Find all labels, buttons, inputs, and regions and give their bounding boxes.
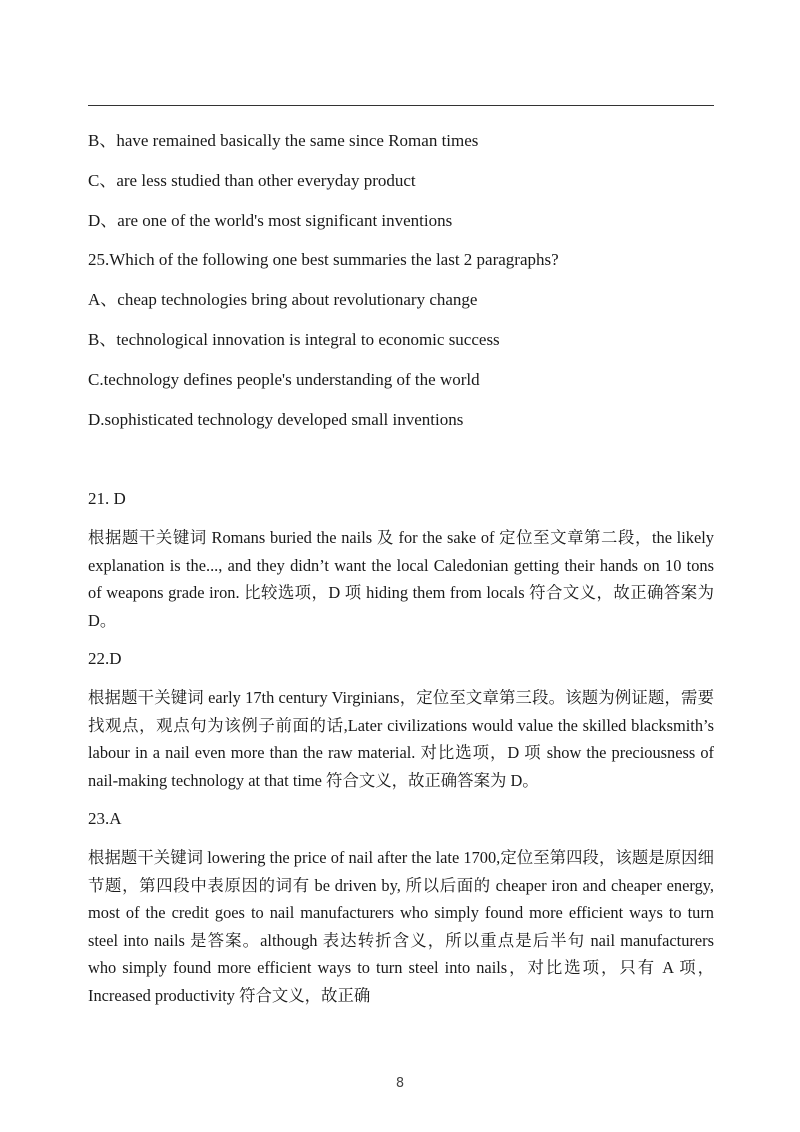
q25-option-d: D.sophisticated technology developed small inventions bbox=[88, 409, 464, 429]
q25-stem: 25.Which of the following one best summaries the last 2 paragraphs? bbox=[88, 250, 559, 270]
answer-22-heading: 22.D bbox=[88, 649, 122, 668]
q24-option-d: D、are one of the world's most significant inventions bbox=[88, 210, 453, 230]
answer-23-heading: 23.A bbox=[88, 809, 122, 828]
q25-option-c: C.technology defines people's understanding of the world bbox=[88, 369, 480, 389]
header-divider bbox=[88, 105, 714, 106]
answer-22-explanation: 根据题干关键词 early 17th century Virginians，定位至文章第三段。该题为例证题，需要找观点，观点句为该例子前面的话,Later civilizations would value the skilled blacksmith’s labour in a nail even more than the raw material. 对比选项，D 项 show the preciousness of nail-making technology at that time 符合文义，故正确答案为 D。 bbox=[88, 688, 714, 790]
question-options-block bbox=[88, 130, 714, 448]
q24-option-c: C、are less studied than other everyday product bbox=[88, 170, 416, 190]
page-number: 8 bbox=[395, 1076, 405, 1091]
q25-option-a: A、cheap technologies bring about revolutionary change bbox=[88, 290, 478, 310]
answer-21-heading: 21. D bbox=[88, 489, 126, 508]
q25-option-b: B、technological innovation is integral to economic success bbox=[88, 329, 500, 349]
q24-option-b: B、have remained basically the same since Roman times bbox=[88, 131, 479, 150]
answer-explanations bbox=[88, 488, 714, 1023]
answer-21-explanation: 根据题干关键词 Romans buried the nails 及 for the sake of 定位至文章第二段，the likely explanation is the..., and they didn’t want the local Caledonian getting their hands on 10 tons of weapons grade iron. 比较选项，D 项 hiding them from locals 符合文义，故正确答案为 D。 bbox=[88, 528, 714, 630]
answer-23-explanation: 根据题干关键词 lowering the price of nail after the late 1700,定位至第四段，该题是原因细节题，第四段中表原因的词有 be driven by, 所以后面的 cheaper iron and cheaper energy, most of the credit goes to nail manufacturers who simply found more efficient ways to turn steel into nails 是答案。although 表达转折含义，所以重点是后半句 nail manufacturers who simply found more efficient ways to turn steel into nails，对比选项，只有 A 项，Increased productivity 符合文义，故正确 bbox=[88, 848, 714, 1005]
